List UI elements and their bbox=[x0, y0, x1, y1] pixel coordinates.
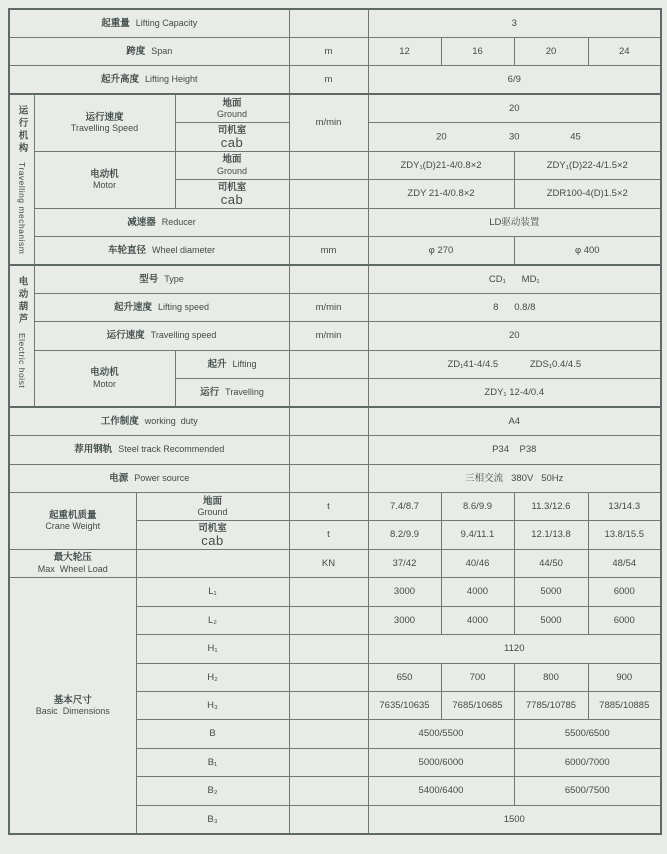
hoist-type-label bbox=[34, 265, 289, 293]
ground-label-zh: 地面 bbox=[222, 97, 242, 109]
dim-h2-v4: 900 bbox=[588, 663, 661, 691]
reducer-label bbox=[34, 208, 289, 236]
cab-speed-30: 30 bbox=[508, 131, 520, 143]
lifting-capacity-label-zh: 起重量 bbox=[101, 17, 130, 29]
travel-speed-unit: m/min bbox=[289, 94, 368, 151]
hoist-motor-travelling-unit bbox=[289, 379, 368, 407]
row-travel-motor-ground bbox=[9, 151, 661, 179]
travel-speed-ground-value: 20 bbox=[368, 94, 661, 122]
ground-label-en: Ground bbox=[216, 165, 248, 176]
dim-h1-unit bbox=[289, 635, 368, 663]
section-travelling-mechanism-en: Travelling mechanism bbox=[16, 162, 27, 255]
dim-l2-v2: 4000 bbox=[441, 606, 514, 634]
hoist-lifting-speed-label-zh: 起升速度 bbox=[113, 301, 152, 313]
crane-weight-ground-v4: 13/14.3 bbox=[588, 492, 661, 520]
lifting-label-zh: 起升 bbox=[207, 358, 227, 370]
lifting-capacity-label bbox=[9, 9, 289, 37]
travelling-label-en: Travelling bbox=[225, 386, 264, 397]
dim-h2-v2: 700 bbox=[441, 663, 514, 691]
reducer-label-en: Reducer bbox=[161, 216, 196, 227]
dim-b3-value: 1500 bbox=[368, 805, 661, 834]
working-duty-label-en: working duty bbox=[144, 415, 198, 426]
crane-weight-label-en: Crane Weight bbox=[45, 521, 101, 532]
dim-h3-v2: 7685/10685 bbox=[441, 692, 514, 720]
basic-dimensions-label-en: Basic Dimensions bbox=[35, 705, 110, 716]
travel-speed-cab-values bbox=[368, 123, 661, 151]
travel-speed-label-en: Travelling Speed bbox=[70, 123, 139, 134]
max-wheel-load-sub-empty bbox=[136, 549, 289, 577]
dim-b1-v1: 5000/6000 bbox=[368, 748, 514, 776]
hoist-motor-lifting-label bbox=[175, 350, 289, 378]
dim-h2-param: H₂ bbox=[136, 663, 289, 691]
dim-h1-value: 1120 bbox=[368, 635, 661, 663]
crane-weight-label-zh: 起重机质量 bbox=[48, 509, 97, 521]
lifting-capacity-unit bbox=[289, 9, 368, 37]
dim-b3-unit bbox=[289, 805, 368, 834]
crane-weight-ground-v1: 7.4/8.7 bbox=[368, 492, 441, 520]
cab-label-en: cab bbox=[220, 135, 244, 151]
section-electric-hoist bbox=[9, 265, 34, 407]
ground-label-en: Ground bbox=[216, 109, 248, 120]
crane-spec-table bbox=[8, 8, 662, 835]
reducer-label-zh: 减速器 bbox=[127, 216, 156, 228]
row-lifting-height bbox=[9, 66, 661, 94]
max-wheel-load-label-zh: 最大轮压 bbox=[53, 552, 92, 564]
row-lifting-capacity bbox=[9, 9, 661, 37]
ground-label-en: Ground bbox=[197, 506, 228, 517]
dim-l1-v4: 6000 bbox=[588, 578, 661, 606]
max-wheel-load-label-en: Max Wheel Load bbox=[37, 563, 108, 574]
hoist-motor-lifting-value: ZD₁41-4/4.5 ZDS₁0.4/4.5 bbox=[368, 350, 661, 378]
dim-h3-unit bbox=[289, 692, 368, 720]
travel-motor-ground-label bbox=[175, 151, 289, 179]
travel-motor-ground-value-2: ZDY₁(D)22-4/1.5×2 bbox=[514, 151, 661, 179]
power-source-unit bbox=[289, 464, 368, 492]
power-source-label-zh: 电源 bbox=[109, 472, 129, 484]
working-duty-unit bbox=[289, 407, 368, 435]
travel-speed-cab-label bbox=[175, 123, 289, 151]
hoist-type-unit bbox=[289, 265, 368, 293]
crane-weight-ground-v2: 8.6/9.9 bbox=[441, 492, 514, 520]
row-power-source bbox=[9, 464, 661, 492]
dim-l2-v3: 5000 bbox=[514, 606, 588, 634]
row-travel-speed-ground bbox=[9, 94, 661, 122]
row-hoist-motor-lifting bbox=[9, 350, 661, 378]
wheel-diameter-value-1: φ 270 bbox=[368, 237, 514, 265]
dim-l2-v4: 6000 bbox=[588, 606, 661, 634]
dim-h2-unit bbox=[289, 663, 368, 691]
span-value-16: 16 bbox=[441, 37, 514, 65]
row-steel-track bbox=[9, 436, 661, 464]
crane-weight-ground-label bbox=[136, 492, 289, 520]
span-value-12: 12 bbox=[368, 37, 441, 65]
steel-track-unit bbox=[289, 436, 368, 464]
travel-speed-label-zh: 运行速度 bbox=[85, 111, 124, 123]
wheel-diameter-label-en: Wheel diameter bbox=[151, 244, 216, 255]
dim-b2-v1: 5400/6400 bbox=[368, 777, 514, 805]
travelling-label-zh: 运行 bbox=[200, 386, 220, 398]
hoist-motor-travelling-value: ZDY₁ 12-4/0.4 bbox=[368, 379, 661, 407]
hoist-type-label-en: Type bbox=[164, 273, 184, 284]
basic-dimensions-label bbox=[9, 578, 136, 834]
power-source-label bbox=[9, 464, 289, 492]
hoist-travel-speed-unit: m/min bbox=[289, 322, 368, 350]
hoist-type-label-zh: 型号 bbox=[139, 273, 159, 285]
span-label-zh: 跨度 bbox=[126, 45, 146, 57]
dim-h3-param: H₃ bbox=[136, 692, 289, 720]
dim-h1-param: H₁ bbox=[136, 635, 289, 663]
dim-h2-v3: 800 bbox=[514, 663, 588, 691]
hoist-travel-speed-label-en: Travelling speed bbox=[150, 330, 217, 341]
crane-weight-cab-label bbox=[136, 521, 289, 549]
hoist-motor-travelling-label bbox=[175, 379, 289, 407]
travel-motor-label-zh: 电动机 bbox=[90, 168, 119, 180]
row-max-wheel-load bbox=[9, 549, 661, 577]
hoist-type-value: CD₁ MD₁ bbox=[368, 265, 661, 293]
dim-l1-v2: 4000 bbox=[441, 578, 514, 606]
power-source-label-en: Power source bbox=[134, 472, 190, 483]
ground-label-zh: 地面 bbox=[222, 154, 242, 166]
hoist-lifting-speed-value: 8 0.8/8 bbox=[368, 293, 661, 321]
cab-label-en: cab bbox=[201, 533, 224, 549]
row-wheel-diameter bbox=[9, 237, 661, 265]
hoist-motor-label bbox=[34, 350, 175, 407]
cab-label-en: cab bbox=[220, 192, 244, 208]
cab-label-zh: 司机室 bbox=[217, 124, 247, 136]
dim-h2-v1: 650 bbox=[368, 663, 441, 691]
max-wheel-load-v1: 37/42 bbox=[368, 549, 441, 577]
section-electric-hoist-wrap bbox=[10, 266, 34, 406]
cab-speed-20: 20 bbox=[436, 131, 447, 143]
travel-motor-ground-unit bbox=[289, 151, 368, 179]
row-dim-l1 bbox=[9, 578, 661, 606]
dim-l1-param: L₁ bbox=[136, 578, 289, 606]
travel-speed-ground-label bbox=[175, 94, 289, 122]
row-span bbox=[9, 37, 661, 65]
dim-h3-v3: 7785/10785 bbox=[514, 692, 588, 720]
wheel-diameter-label-zh: 车轮直径 bbox=[107, 244, 146, 256]
ground-label-zh: 地面 bbox=[202, 495, 222, 507]
hoist-motor-lifting-unit bbox=[289, 350, 368, 378]
dim-l2-unit bbox=[289, 606, 368, 634]
dim-b1-unit bbox=[289, 748, 368, 776]
wheel-diameter-label bbox=[34, 237, 289, 265]
travel-motor-cab-value-1: ZDY 21-4/0.8×2 bbox=[368, 180, 514, 208]
travel-motor-label-en: Motor bbox=[92, 179, 116, 190]
hoist-travel-speed-label bbox=[34, 322, 289, 350]
crane-weight-ground-unit: t bbox=[289, 492, 368, 520]
row-hoist-travel-speed bbox=[9, 322, 661, 350]
working-duty-label bbox=[9, 407, 289, 435]
lifting-height-label-zh: 起升高度 bbox=[100, 74, 139, 86]
steel-track-label-zh: 荐用钢轨 bbox=[74, 444, 113, 456]
section-electric-hoist-zh: 电动葫芦 bbox=[16, 275, 28, 326]
dim-b3-param: B₃ bbox=[136, 805, 289, 834]
span-value-20: 20 bbox=[514, 37, 588, 65]
reducer-unit bbox=[289, 208, 368, 236]
row-hoist-type bbox=[9, 265, 661, 293]
lifting-capacity-value: 3 bbox=[368, 9, 661, 37]
max-wheel-load-label bbox=[9, 549, 136, 577]
hoist-travel-speed-value: 20 bbox=[368, 322, 661, 350]
crane-weight-cab-v2: 9.4/11.1 bbox=[441, 521, 514, 549]
travel-motor-cab-label bbox=[175, 180, 289, 208]
working-duty-value: A4 bbox=[368, 407, 661, 435]
crane-weight-cab-v3: 12.1/13.8 bbox=[514, 521, 588, 549]
span-label bbox=[9, 37, 289, 65]
row-working-duty bbox=[9, 407, 661, 435]
crane-weight-cab-v4: 13.8/15.5 bbox=[588, 521, 661, 549]
wheel-diameter-unit: mm bbox=[289, 237, 368, 265]
span-label-en: Span bbox=[151, 45, 173, 56]
row-hoist-lifting-speed bbox=[9, 293, 661, 321]
hoist-motor-label-en: Motor bbox=[92, 378, 116, 389]
hoist-lifting-speed-unit: m/min bbox=[289, 293, 368, 321]
lifting-height-label bbox=[9, 66, 289, 94]
dim-l2-param: L₂ bbox=[136, 606, 289, 634]
max-wheel-load-unit: KN bbox=[289, 549, 368, 577]
lifting-height-unit: m bbox=[289, 66, 368, 94]
dim-l2-v1: 3000 bbox=[368, 606, 441, 634]
basic-dimensions-label-zh: 基本尺寸 bbox=[53, 694, 92, 706]
dim-b-v1: 4500/5500 bbox=[368, 720, 514, 748]
max-wheel-load-v3: 44/50 bbox=[514, 549, 588, 577]
lifting-height-value: 6/9 bbox=[368, 66, 661, 94]
hoist-travel-speed-label-zh: 运行速度 bbox=[106, 330, 145, 342]
lifting-label-en: Lifting bbox=[232, 358, 257, 369]
crane-weight-cab-v1: 8.2/9.9 bbox=[368, 521, 441, 549]
power-source-value: 三相交流 380V 50Hz bbox=[368, 464, 661, 492]
lifting-capacity-label-en: Lifting Capacity bbox=[135, 17, 198, 28]
lifting-height-label-en: Lifting Height bbox=[144, 74, 198, 85]
crane-weight-ground-v3: 11.3/12.6 bbox=[514, 492, 588, 520]
dim-l1-unit bbox=[289, 578, 368, 606]
dim-b-v2: 5500/6500 bbox=[514, 720, 661, 748]
steel-track-value: P34 P38 bbox=[368, 436, 661, 464]
span-value-24: 24 bbox=[588, 37, 661, 65]
cab-label-zh: 司机室 bbox=[217, 181, 247, 193]
hoist-motor-label-zh: 电动机 bbox=[90, 367, 119, 379]
dim-l1-v1: 3000 bbox=[368, 578, 441, 606]
dim-b-unit bbox=[289, 720, 368, 748]
crane-weight-label bbox=[9, 492, 136, 549]
max-wheel-load-v4: 48/54 bbox=[588, 549, 661, 577]
cab-label-zh: 司机室 bbox=[198, 522, 227, 534]
row-reducer bbox=[9, 208, 661, 236]
wheel-diameter-value-2: φ 400 bbox=[514, 237, 661, 265]
steel-track-label-en: Steel track Recommended bbox=[118, 444, 225, 455]
working-duty-label-zh: 工作制度 bbox=[100, 415, 139, 427]
hoist-lifting-speed-label-en: Lifting speed bbox=[157, 301, 210, 312]
dim-h3-v4: 7885/10885 bbox=[588, 692, 661, 720]
hoist-lifting-speed-label bbox=[34, 293, 289, 321]
travel-motor-cab-unit bbox=[289, 180, 368, 208]
dim-b2-unit bbox=[289, 777, 368, 805]
span-unit: m bbox=[289, 37, 368, 65]
travel-speed-label bbox=[34, 94, 175, 151]
reducer-value: LD驱动装置 bbox=[368, 208, 661, 236]
dim-h3-v1: 7635/10635 bbox=[368, 692, 441, 720]
section-travelling-mechanism bbox=[9, 94, 34, 265]
row-crane-weight-ground bbox=[9, 492, 661, 520]
travel-motor-ground-value-1: ZDY₁(D)21-4/0.8×2 bbox=[368, 151, 514, 179]
section-travelling-mechanism-wrap bbox=[10, 95, 34, 264]
dim-b2-param: B₂ bbox=[136, 777, 289, 805]
max-wheel-load-v2: 40/46 bbox=[441, 549, 514, 577]
section-travelling-mechanism-zh: 运行机构 bbox=[16, 105, 28, 156]
crane-weight-cab-unit: t bbox=[289, 521, 368, 549]
travel-motor-cab-value-2: ZDR100-4(D)1.5×2 bbox=[514, 180, 661, 208]
steel-track-label bbox=[9, 436, 289, 464]
dim-l1-v3: 5000 bbox=[514, 578, 588, 606]
travel-motor-label bbox=[34, 151, 175, 208]
dim-b2-v2: 6500/7500 bbox=[514, 777, 661, 805]
dim-b1-param: B₁ bbox=[136, 748, 289, 776]
cab-speed-45: 45 bbox=[570, 131, 581, 143]
dim-b1-v2: 6000/7000 bbox=[514, 748, 661, 776]
dim-b-param: B bbox=[136, 720, 289, 748]
section-electric-hoist-en: Electric hoist bbox=[16, 332, 27, 389]
